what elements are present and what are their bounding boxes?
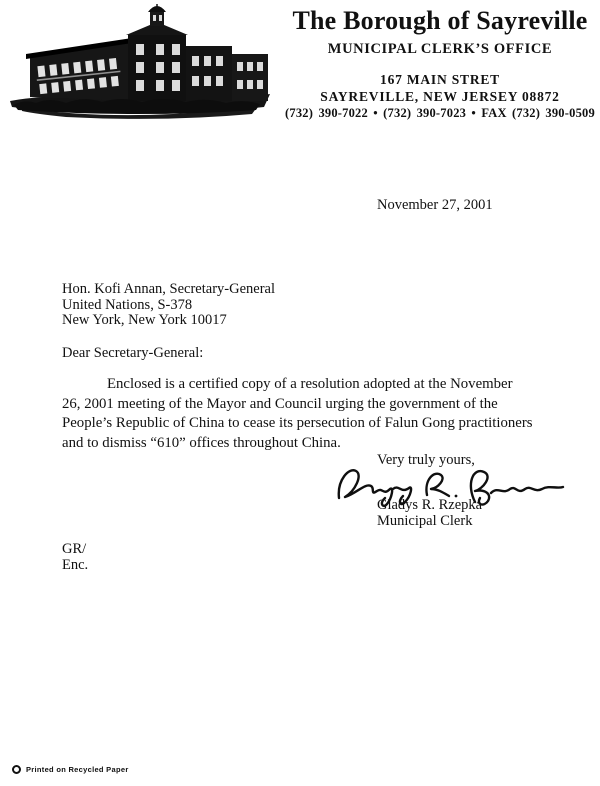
- office-name: MUNICIPAL CLERK’S OFFICE: [327, 41, 553, 57]
- footer: [12, 765, 129, 774]
- address-line-2: SAYREVILLE, NEW JERSEY 08872: [320, 89, 560, 104]
- letter-date: November 27, 2001: [377, 197, 493, 213]
- recipient-line: United Nations, S-378: [62, 296, 193, 313]
- body-paragraph: Enclosed is a certified copy of a resolution adopted at the November 26, 2001 meeting of the Mayor and Council urging the government of the People’s Republic of China to cease its persecution of Falun Gong practitioners and to dismiss “610” offices throughout China.: [62, 376, 533, 451]
- phone-line: (732) 390-7022 • (732) 390-7023 • FAX (732) 390-0509: [285, 106, 595, 120]
- letterhead: [284, 6, 596, 122]
- typist-initials: GR/: [62, 541, 87, 557]
- recipient-line: Hon. Kofi Annan, Secretary-General: [62, 281, 275, 297]
- recycle-icon: [12, 765, 21, 774]
- recipient-line: New York, New York 10017: [62, 312, 227, 328]
- recycled-paper-note: Printed on Recycled Paper: [26, 765, 129, 774]
- recipient-address: [62, 282, 275, 329]
- organization-name: The Borough of Sayreville: [292, 6, 588, 35]
- salutation: Dear Secretary-General:: [62, 345, 204, 361]
- signer-title: Municipal Clerk: [377, 513, 473, 529]
- reference-block: [62, 542, 88, 573]
- address-line-1: 167 MAIN STRET: [380, 72, 500, 87]
- complimentary-closing: Very truly yours,: [377, 452, 475, 468]
- enclosure-notation: Enc.: [62, 556, 89, 573]
- municipal-building-engraving-icon: [8, 4, 274, 124]
- signer-name: Gladys R. Rzepka: [377, 497, 483, 513]
